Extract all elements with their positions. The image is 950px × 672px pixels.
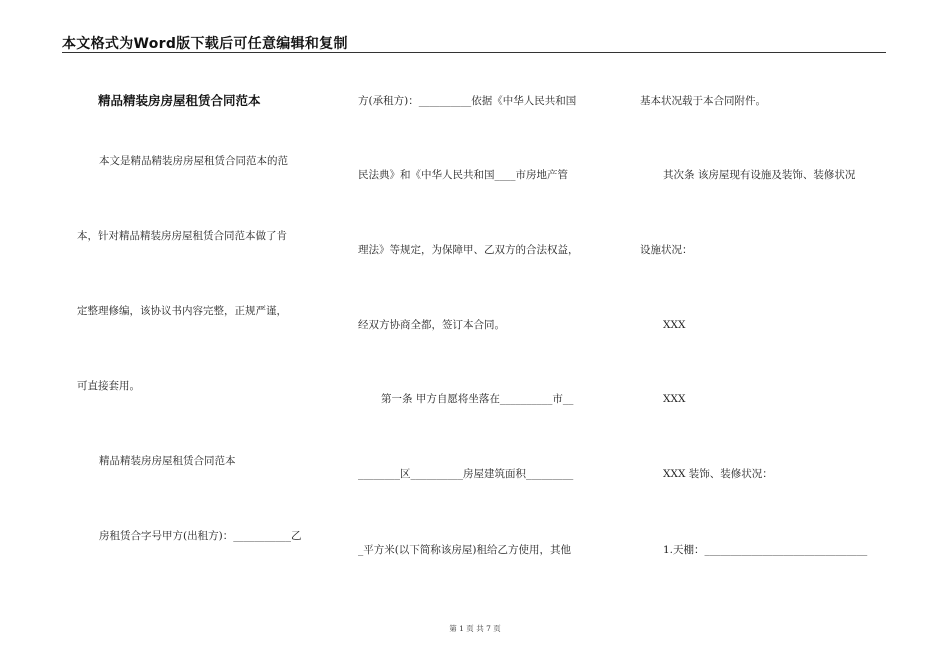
right-line-2: 其次条 该房屋现有设施及装饰、装修状况 — [663, 169, 856, 181]
left-line-5: 精品精装房房屋租赁合同范本 — [99, 455, 236, 467]
middle-line-5: 第一条 甲方自愿将坐落在__________市__ — [381, 393, 574, 405]
page-number: 第 1 页 共 7 页 — [449, 624, 501, 633]
document-title: 精品精装房房屋租赁合同范本 — [98, 93, 261, 108]
right-line-4: XXX — [663, 319, 686, 331]
middle-line-6: ________区__________房屋建筑面积_________ — [358, 468, 574, 480]
right-line-1: 基本状况载于本合同附件。 — [640, 95, 766, 107]
middle-line-7: _平方米(以下简称该房屋)租给乙方使用，其他 — [358, 544, 571, 556]
left-line-4: 可直接套用。 — [77, 380, 140, 392]
header-divider — [62, 52, 886, 53]
left-line-2: 本，针对精品精装房房屋租赁合同范本做了肯 — [77, 230, 287, 242]
left-line-3: 定整理修编，该协议书内容完整，正规严谨， — [77, 305, 287, 317]
left-line-6: 房租赁合字号甲方(出租方)：___________乙 — [99, 530, 302, 542]
page-header-title: 本文格式为Word版下载后可任意编辑和复制 — [62, 36, 348, 52]
middle-line-2: 民法典》和《中华人民共和国____市房地产管 — [358, 169, 568, 181]
right-line-6: XXX 装饰、装修状况： — [663, 468, 773, 480]
right-line-7: 1.天棚：_______________________________ — [663, 544, 868, 556]
middle-line-1: 方(承租方)：__________依据《中华人民共和国 — [358, 95, 577, 107]
left-line-1: 本文是精品精装房房屋租赁合同范本的范 — [99, 155, 288, 167]
middle-line-3: 理法》等规定，为保障甲、乙双方的合法权益， — [358, 244, 579, 256]
right-line-3: 设施状况： — [640, 244, 693, 256]
middle-line-4: 经双方协商全都，签订本合同。 — [358, 319, 505, 331]
right-line-5: XXX — [663, 393, 686, 405]
